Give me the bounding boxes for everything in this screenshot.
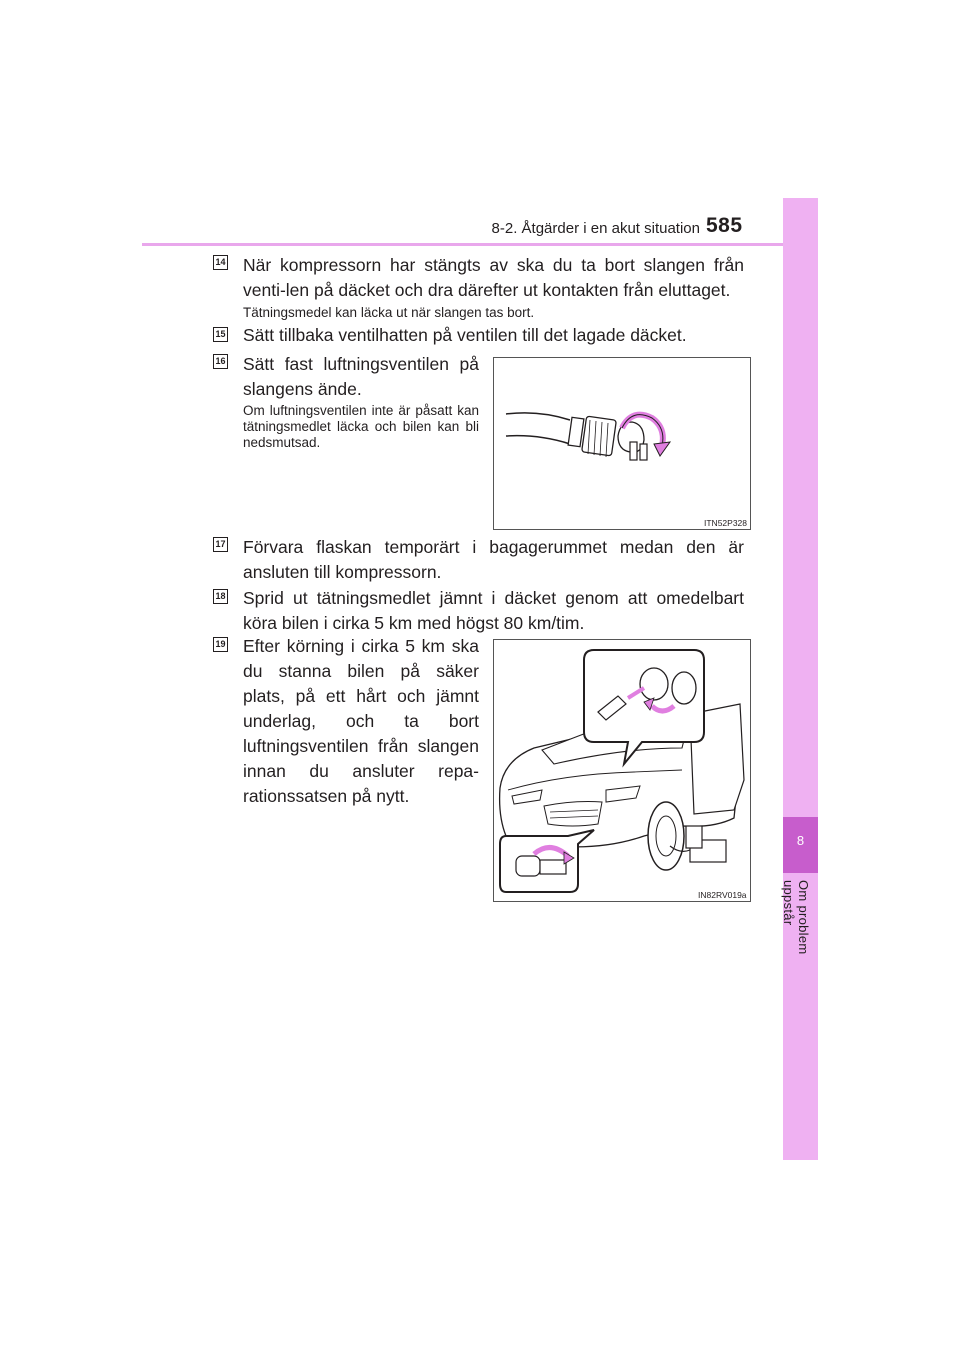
page-number: 585 — [706, 214, 743, 237]
chapter-side-tab — [783, 198, 818, 1160]
step-text-19: Efter körning i cirka 5 km ska du stanna bilen på säker plats, på ett hårt och jämnt underlag, och ta bort luftningsventilen från slangen innan du ansluter repa-rationssatsen på nytt. — [243, 636, 479, 806]
header-rule — [142, 243, 818, 246]
step-number-15: 15 — [213, 327, 228, 342]
figure-car-repair-kit — [493, 639, 751, 902]
step-text-17: Förvara flaskan temporärt i bagagerummet medan den är ansluten till kompressorn. — [243, 537, 744, 582]
step-text-15: Sätt tillbaka ventilhatten på ventilen till det lagade däcket. — [243, 325, 687, 345]
step-number-19: 19 — [213, 637, 228, 652]
chapter-label: Om problem uppstår — [781, 880, 811, 955]
step-number-14: 14 — [213, 255, 228, 270]
step-note-16: Om luftningsventilen inte är påsatt kan tätningsmedlet läcka och bilen kan bli nedsmutsad. — [243, 403, 479, 450]
figure-hose-valve — [493, 357, 751, 530]
chapter-number: 8 — [796, 833, 805, 848]
figure-code-1: ITN52P328 — [704, 518, 747, 528]
step-number-18: 18 — [213, 589, 228, 604]
step-note-14: Tätningsmedel kan läcka ut när slangen tas bort. — [243, 305, 535, 320]
step-text-14: När kompressorn har stängts av ska du ta bort slangen från venti-len på däcket och dra därefter ut kontakten från eluttaget. — [243, 255, 744, 300]
step-number-17: 17 — [213, 537, 228, 552]
step-text-18: Sprid ut tätningsmedlet jämnt i däcket genom att omedelbart köra bilen i cirka 5 km med högst 80 km/tim. — [243, 588, 744, 633]
section-title: 8-2. Åtgärder i en akut situation — [491, 220, 700, 237]
step-text-16: Sätt fast luftningsventilen på slangens ände. — [243, 354, 479, 399]
figure-code-2: IN82RV019a — [698, 890, 747, 900]
car-repair-kit-illustration — [494, 640, 750, 901]
hose-valve-illustration — [494, 358, 750, 529]
step-number-16: 16 — [213, 354, 228, 369]
